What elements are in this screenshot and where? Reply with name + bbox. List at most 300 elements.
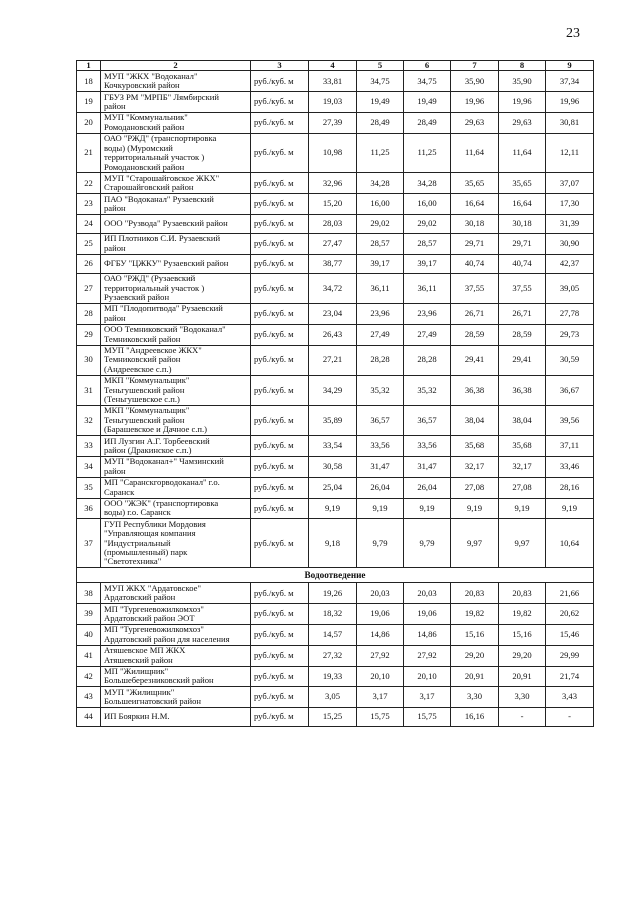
organization-name-line: Теньгушевский район xyxy=(104,384,185,395)
tariff-value: 29,02 xyxy=(404,214,451,233)
unit-cell: руб./куб. м xyxy=(251,477,309,498)
table-row xyxy=(77,645,594,666)
tariff-value: 31,39 xyxy=(546,214,594,233)
organization-name-line: (Андреевское с.п.) xyxy=(104,363,172,374)
tariff-value: 11,64 xyxy=(451,133,499,173)
table-row xyxy=(77,687,594,708)
tariff-value: 20,03 xyxy=(404,583,451,604)
organization-name-line: МП "Саранскгорводоканал" г.о. xyxy=(104,477,220,488)
column-header: 5 xyxy=(357,61,404,71)
organization-name-line: территориальный участок ) xyxy=(104,282,205,293)
tariff-value: 33,54 xyxy=(309,436,357,457)
tariff-value: 36,67 xyxy=(546,375,594,405)
organization-name xyxy=(101,303,251,324)
tariff-value: 15,16 xyxy=(451,624,499,645)
tariff-value: 32,96 xyxy=(309,173,357,194)
organization-name-line: ПАО "Водоканал" Рузаевский xyxy=(104,193,214,204)
tariff-value: 20,62 xyxy=(546,604,594,625)
tariff-value: 28,49 xyxy=(357,113,404,134)
table-row xyxy=(77,133,594,173)
tariff-value: 32,17 xyxy=(499,456,546,477)
tariff-value: 29,63 xyxy=(451,113,499,134)
unit-cell: руб./куб. м xyxy=(251,173,309,194)
column-header: 6 xyxy=(404,61,451,71)
tariff-value: 19,96 xyxy=(499,92,546,113)
tariff-value: 29,71 xyxy=(451,233,499,254)
organization-name-line: Рузаевский район xyxy=(104,292,170,303)
tariff-value: 35,90 xyxy=(451,71,499,92)
table-row xyxy=(77,71,594,92)
tariff-value: 30,90 xyxy=(546,233,594,254)
tariff-table xyxy=(76,60,594,727)
organization-name xyxy=(101,324,251,345)
organization-name-line: (Барашевское и Дачное с.п.) xyxy=(104,424,208,435)
tariff-value: 9,19 xyxy=(546,498,594,519)
tariff-value: 28,59 xyxy=(499,324,546,345)
tariff-value: 20,10 xyxy=(404,666,451,687)
tariff-value: 31,47 xyxy=(357,456,404,477)
row-number: 34 xyxy=(77,456,101,477)
tariff-value: 3,17 xyxy=(357,687,404,708)
tariff-value: 35,89 xyxy=(309,405,357,435)
tariff-value: 39,17 xyxy=(404,254,451,273)
tariff-value: 16,16 xyxy=(451,708,499,727)
organization-name-line: ИП Лузгин А.Г. Торбеевский xyxy=(104,435,210,446)
tariff-value: 35,65 xyxy=(499,173,546,194)
organization-name-line: МУП "Жилищник" xyxy=(104,686,175,697)
organization-name-line: МКП "Коммунальщик" xyxy=(104,375,190,386)
tariff-value: 27,92 xyxy=(357,645,404,666)
organization-name-line: ООО Темниковский "Водоканал" xyxy=(104,324,226,335)
tariff-value: 26,04 xyxy=(357,477,404,498)
tariff-value: 35,68 xyxy=(499,436,546,457)
tariff-value: 33,56 xyxy=(404,436,451,457)
table-row xyxy=(77,456,594,477)
organization-name-line: МУП ЖКХ "Ардатовское" xyxy=(104,582,201,593)
tariff-value: 21,74 xyxy=(546,666,594,687)
organization-name xyxy=(101,583,251,604)
tariff-value: 16,64 xyxy=(451,194,499,215)
tariff-value: 3,30 xyxy=(451,687,499,708)
tariff-value: 15,25 xyxy=(309,708,357,727)
tariff-value: 30,18 xyxy=(451,214,499,233)
organization-name xyxy=(101,375,251,405)
organization-name-line: МП "Тургеневожилкомхоз" xyxy=(104,624,204,635)
tariff-value: 30,18 xyxy=(499,214,546,233)
organization-name xyxy=(101,405,251,435)
organization-name-line: МП "Тургеневожилкомхоз" xyxy=(104,603,204,614)
tariff-value: 14,86 xyxy=(404,624,451,645)
unit-cell: руб./куб. м xyxy=(251,624,309,645)
tariff-value: 34,75 xyxy=(404,71,451,92)
tariff-value: 15,46 xyxy=(546,624,594,645)
organization-name xyxy=(101,708,251,727)
organization-name-line: МУП "Коммунальник" xyxy=(104,112,188,123)
organization-name xyxy=(101,133,251,173)
tariff-value: 9,97 xyxy=(451,519,499,568)
table-row xyxy=(77,498,594,519)
unit-cell: руб./куб. м xyxy=(251,254,309,273)
tariff-value: 28,57 xyxy=(357,233,404,254)
unit-cell: руб./куб. м xyxy=(251,375,309,405)
organization-name-line: Саранск xyxy=(104,486,135,497)
unit-cell: руб./куб. м xyxy=(251,233,309,254)
table-row xyxy=(77,436,594,457)
row-number: 30 xyxy=(77,345,101,375)
tariff-value: 35,65 xyxy=(451,173,499,194)
tariff-value: 29,73 xyxy=(546,324,594,345)
organization-name-line: (Теньгушевское с.п.) xyxy=(104,394,180,405)
table-row xyxy=(77,604,594,625)
tariff-value: 36,11 xyxy=(357,273,404,303)
unit-cell: руб./куб. м xyxy=(251,498,309,519)
organization-name-line: "Индустриальный xyxy=(104,537,171,548)
table-row xyxy=(77,92,594,113)
organization-name xyxy=(101,214,251,233)
tariff-value: 21,66 xyxy=(546,583,594,604)
organization-name-line: ФГБУ "ЦЖКУ" Рузаевский район xyxy=(104,258,229,269)
tariff-value: 11,25 xyxy=(404,133,451,173)
organization-name-line: Ромодановский район xyxy=(104,121,185,132)
tariff-value: 19,03 xyxy=(309,92,357,113)
row-number: 39 xyxy=(77,604,101,625)
tariff-value: 28,57 xyxy=(404,233,451,254)
tariff-value: 23,96 xyxy=(357,303,404,324)
organization-name-line: Темниковский район xyxy=(104,333,181,344)
table-row xyxy=(77,519,594,568)
tariff-value: 9,19 xyxy=(451,498,499,519)
organization-name-line: МП "Жилищник" xyxy=(104,666,169,676)
row-number: 21 xyxy=(77,133,101,173)
unit-cell: руб./куб. м xyxy=(251,708,309,727)
row-number: 28 xyxy=(77,303,101,324)
tariff-value: 37,55 xyxy=(499,273,546,303)
tariff-value: 35,90 xyxy=(499,71,546,92)
unit-cell: руб./куб. м xyxy=(251,405,309,435)
organization-name-line: воды) (Муромский xyxy=(104,142,173,153)
column-header: 2 xyxy=(101,61,251,71)
organization-name-line: Кочкуровский район xyxy=(104,80,180,91)
column-header: 7 xyxy=(451,61,499,71)
tariff-value: 28,28 xyxy=(357,345,404,375)
organization-name-line: Большеигнатовский район xyxy=(104,696,201,707)
tariff-value: 29,71 xyxy=(499,233,546,254)
organization-name xyxy=(101,498,251,519)
row-number: 25 xyxy=(77,233,101,254)
tariff-value: 19,82 xyxy=(451,604,499,625)
organization-name-line: территориальный участок ) xyxy=(104,152,205,163)
organization-name-line: Ардатовский район ЭОТ xyxy=(104,613,195,623)
tariff-value: 27,08 xyxy=(451,477,499,498)
row-number: 31 xyxy=(77,375,101,405)
tariff-value: 16,64 xyxy=(499,194,546,215)
unit-cell: руб./куб. м xyxy=(251,324,309,345)
organization-name-line: Большеберезниковский район xyxy=(104,675,214,686)
table-row xyxy=(77,375,594,405)
unit-cell: руб./куб. м xyxy=(251,666,309,687)
table-row xyxy=(77,214,594,233)
tariff-value: 14,86 xyxy=(357,624,404,645)
row-number: 38 xyxy=(77,583,101,604)
row-number: 26 xyxy=(77,254,101,273)
organization-name-line: воды) г.о. Саранск xyxy=(104,507,171,518)
organization-name-line: Атяшевский район xyxy=(104,654,173,665)
tariff-value: 37,07 xyxy=(546,173,594,194)
row-number: 36 xyxy=(77,498,101,519)
tariff-value: 26,43 xyxy=(309,324,357,345)
tariff-value: 33,81 xyxy=(309,71,357,92)
tariff-value: 16,00 xyxy=(404,194,451,215)
tariff-value: 36,38 xyxy=(451,375,499,405)
organization-name xyxy=(101,456,251,477)
tariff-value: 30,59 xyxy=(546,345,594,375)
table-row xyxy=(77,666,594,687)
table-row xyxy=(77,303,594,324)
tariff-value: 36,38 xyxy=(499,375,546,405)
tariff-value: 37,55 xyxy=(451,273,499,303)
row-number: 40 xyxy=(77,624,101,645)
table-row xyxy=(77,583,594,604)
tariff-value: 3,17 xyxy=(404,687,451,708)
tariff-value: 9,79 xyxy=(357,519,404,568)
unit-cell: руб./куб. м xyxy=(251,214,309,233)
tariff-value: 27,21 xyxy=(309,345,357,375)
tariff-value: 27,32 xyxy=(309,645,357,666)
tariff-value: 34,72 xyxy=(309,273,357,303)
tariff-value: 9,19 xyxy=(309,498,357,519)
tariff-value: 26,04 xyxy=(404,477,451,498)
tariff-value: 36,57 xyxy=(404,405,451,435)
organization-name xyxy=(101,113,251,134)
tariff-value: 38,04 xyxy=(499,405,546,435)
organization-name-line: ГУП Республики Мордовия xyxy=(104,518,206,529)
tariff-value: 28,49 xyxy=(404,113,451,134)
tariff-value: 36,11 xyxy=(404,273,451,303)
unit-cell: руб./куб. м xyxy=(251,194,309,215)
table-row xyxy=(77,477,594,498)
tariff-value: 29,63 xyxy=(499,113,546,134)
tariff-value: 34,28 xyxy=(357,173,404,194)
tariff-value: 18,32 xyxy=(309,604,357,625)
organization-name xyxy=(101,254,251,273)
tariff-value: 34,29 xyxy=(309,375,357,405)
row-number: 24 xyxy=(77,214,101,233)
tariff-value: - xyxy=(546,708,594,727)
tariff-value: 29,20 xyxy=(499,645,546,666)
table-row xyxy=(77,624,594,645)
organization-name-line: МП "Плодопитвода" Рузаевский xyxy=(104,303,223,314)
organization-name xyxy=(101,345,251,375)
organization-name-line: "Управляющая компания xyxy=(104,528,196,539)
unit-cell: руб./куб. м xyxy=(251,519,309,568)
table-row xyxy=(77,173,594,194)
row-number: 35 xyxy=(77,477,101,498)
row-number: 43 xyxy=(77,687,101,708)
row-number: 32 xyxy=(77,405,101,435)
tariff-value: 3,05 xyxy=(309,687,357,708)
tariff-value: 19,96 xyxy=(546,92,594,113)
tariff-value: 19,49 xyxy=(357,92,404,113)
organization-name xyxy=(101,687,251,708)
unit-cell: руб./куб. м xyxy=(251,436,309,457)
tariff-value: 15,20 xyxy=(309,194,357,215)
organization-name xyxy=(101,233,251,254)
organization-name-line: Ромодановский район xyxy=(104,161,185,172)
tariff-value: 19,06 xyxy=(357,604,404,625)
tariff-value: 28,16 xyxy=(546,477,594,498)
tariff-value: 29,41 xyxy=(499,345,546,375)
tariff-value: 11,25 xyxy=(357,133,404,173)
row-number: 37 xyxy=(77,519,101,568)
tariff-value: 19,82 xyxy=(499,604,546,625)
tariff-value: 23,04 xyxy=(309,303,357,324)
column-header: 4 xyxy=(309,61,357,71)
unit-cell: руб./куб. м xyxy=(251,456,309,477)
tariff-value: 28,28 xyxy=(404,345,451,375)
tariff-value: 33,46 xyxy=(546,456,594,477)
tariff-value: 40,74 xyxy=(451,254,499,273)
tariff-value: 3,30 xyxy=(499,687,546,708)
tariff-value: 10,64 xyxy=(546,519,594,568)
organization-name-line: ГБУЗ РМ "МРПБ" Лямбирский xyxy=(104,91,219,102)
tariff-value: 20,03 xyxy=(357,583,404,604)
tariff-value: 30,58 xyxy=(309,456,357,477)
row-number: 41 xyxy=(77,645,101,666)
tariff-value: 28,59 xyxy=(451,324,499,345)
tariff-value: 37,34 xyxy=(546,71,594,92)
tariff-value: 35,32 xyxy=(357,375,404,405)
organization-name-line: ОАО "РЖД" (транспортировка xyxy=(104,133,217,144)
tariff-value: - xyxy=(499,708,546,727)
row-number: 27 xyxy=(77,273,101,303)
row-number: 18 xyxy=(77,71,101,92)
organization-name-line: ООО "ЖЭК" (транспортировка xyxy=(104,498,219,508)
tariff-value: 16,00 xyxy=(357,194,404,215)
unit-cell: руб./куб. м xyxy=(251,273,309,303)
tariff-value: 12,11 xyxy=(546,133,594,173)
unit-cell: руб./куб. м xyxy=(251,133,309,173)
table-row xyxy=(77,113,594,134)
organization-name-line: район xyxy=(104,101,126,112)
unit-cell: руб./куб. м xyxy=(251,303,309,324)
organization-name-line: ИП Плотников С.И. Рузаевский xyxy=(104,233,221,244)
organization-name xyxy=(101,604,251,625)
unit-cell: руб./куб. м xyxy=(251,604,309,625)
organization-name-line: МУП "Водоканал+" Чамзинский xyxy=(104,456,224,467)
tariff-value: 37,11 xyxy=(546,436,594,457)
organization-name-line: район xyxy=(104,465,126,476)
tariff-value: 19,26 xyxy=(309,583,357,604)
row-number: 20 xyxy=(77,113,101,134)
organization-name-line: Ардатовский район xyxy=(104,592,176,603)
tariff-value: 25,04 xyxy=(309,477,357,498)
organization-name-line: Теньгушевский район xyxy=(104,414,185,425)
tariff-value: 9,18 xyxy=(309,519,357,568)
organization-name xyxy=(101,624,251,645)
unit-cell: руб./куб. м xyxy=(251,645,309,666)
tariff-value: 39,17 xyxy=(357,254,404,273)
table-row xyxy=(77,708,594,727)
organization-name-line: МУП "Андреевское ЖКХ" xyxy=(104,345,202,356)
tariff-value: 35,32 xyxy=(404,375,451,405)
tariff-value: 29,41 xyxy=(451,345,499,375)
organization-name xyxy=(101,92,251,113)
organization-name-line: МУП "Старошайговское ЖКХ" xyxy=(104,172,220,183)
unit-cell: руб./куб. м xyxy=(251,92,309,113)
tariff-value: 34,75 xyxy=(357,71,404,92)
tariff-value: 15,16 xyxy=(499,624,546,645)
organization-name xyxy=(101,71,251,92)
tariff-value: 9,19 xyxy=(357,498,404,519)
tariff-value: 15,75 xyxy=(357,708,404,727)
tariff-value: 27,47 xyxy=(309,233,357,254)
tariff-value: 9,79 xyxy=(404,519,451,568)
tariff-value: 39,05 xyxy=(546,273,594,303)
organization-name-line: МУП "ЖКХ "Водоканал" xyxy=(104,70,198,81)
tariff-value: 29,02 xyxy=(357,214,404,233)
row-number: 19 xyxy=(77,92,101,113)
tariff-value: 42,37 xyxy=(546,254,594,273)
organization-name-line: Атяшевское МП ЖКХ xyxy=(104,645,186,656)
tariff-value: 27,78 xyxy=(546,303,594,324)
tariff-value: 40,74 xyxy=(499,254,546,273)
tariff-value: 26,71 xyxy=(451,303,499,324)
tariff-value: 20,91 xyxy=(451,666,499,687)
tariff-value: 27,49 xyxy=(357,324,404,345)
tariff-value: 29,20 xyxy=(451,645,499,666)
tariff-value: 20,83 xyxy=(499,583,546,604)
organization-name-line: Темниковский район xyxy=(104,354,181,365)
tariff-value: 36,57 xyxy=(357,405,404,435)
table-row xyxy=(77,233,594,254)
tariff-value: 27,08 xyxy=(499,477,546,498)
organization-name-line: (промышленный) парк xyxy=(104,547,188,558)
row-number: 42 xyxy=(77,666,101,687)
tariff-value: 34,28 xyxy=(404,173,451,194)
organization-name-line: МКП "Коммунальщик" xyxy=(104,405,190,416)
tariff-value: 30,81 xyxy=(546,113,594,134)
tariff-value: 9,97 xyxy=(499,519,546,568)
organization-name xyxy=(101,645,251,666)
tariff-value: 33,56 xyxy=(357,436,404,457)
section-title: Водоотведение xyxy=(77,568,594,583)
tariff-value: 19,06 xyxy=(404,604,451,625)
tariff-value: 38,04 xyxy=(451,405,499,435)
tariff-value: 29,99 xyxy=(546,645,594,666)
tariff-value: 15,75 xyxy=(404,708,451,727)
page-number: 23 xyxy=(566,26,580,41)
tariff-value: 26,71 xyxy=(499,303,546,324)
unit-cell: руб./куб. м xyxy=(251,345,309,375)
unit-cell: руб./куб. м xyxy=(251,583,309,604)
tariff-value: 19,96 xyxy=(451,92,499,113)
tariff-value: 38,77 xyxy=(309,254,357,273)
column-header: 8 xyxy=(499,61,546,71)
organization-name-line: Старошайговский район xyxy=(104,182,194,193)
organization-name xyxy=(101,436,251,457)
unit-cell: руб./куб. м xyxy=(251,687,309,708)
table-body xyxy=(77,61,594,727)
table-row xyxy=(77,405,594,435)
tariff-value: 9,19 xyxy=(499,498,546,519)
tariff-value: 23,96 xyxy=(404,303,451,324)
organization-name-line: район xyxy=(104,312,126,323)
unit-cell: руб./куб. м xyxy=(251,71,309,92)
row-number: 22 xyxy=(77,173,101,194)
tariff-value: 39,56 xyxy=(546,405,594,435)
row-number: 23 xyxy=(77,194,101,215)
unit-cell: руб./куб. м xyxy=(251,113,309,134)
